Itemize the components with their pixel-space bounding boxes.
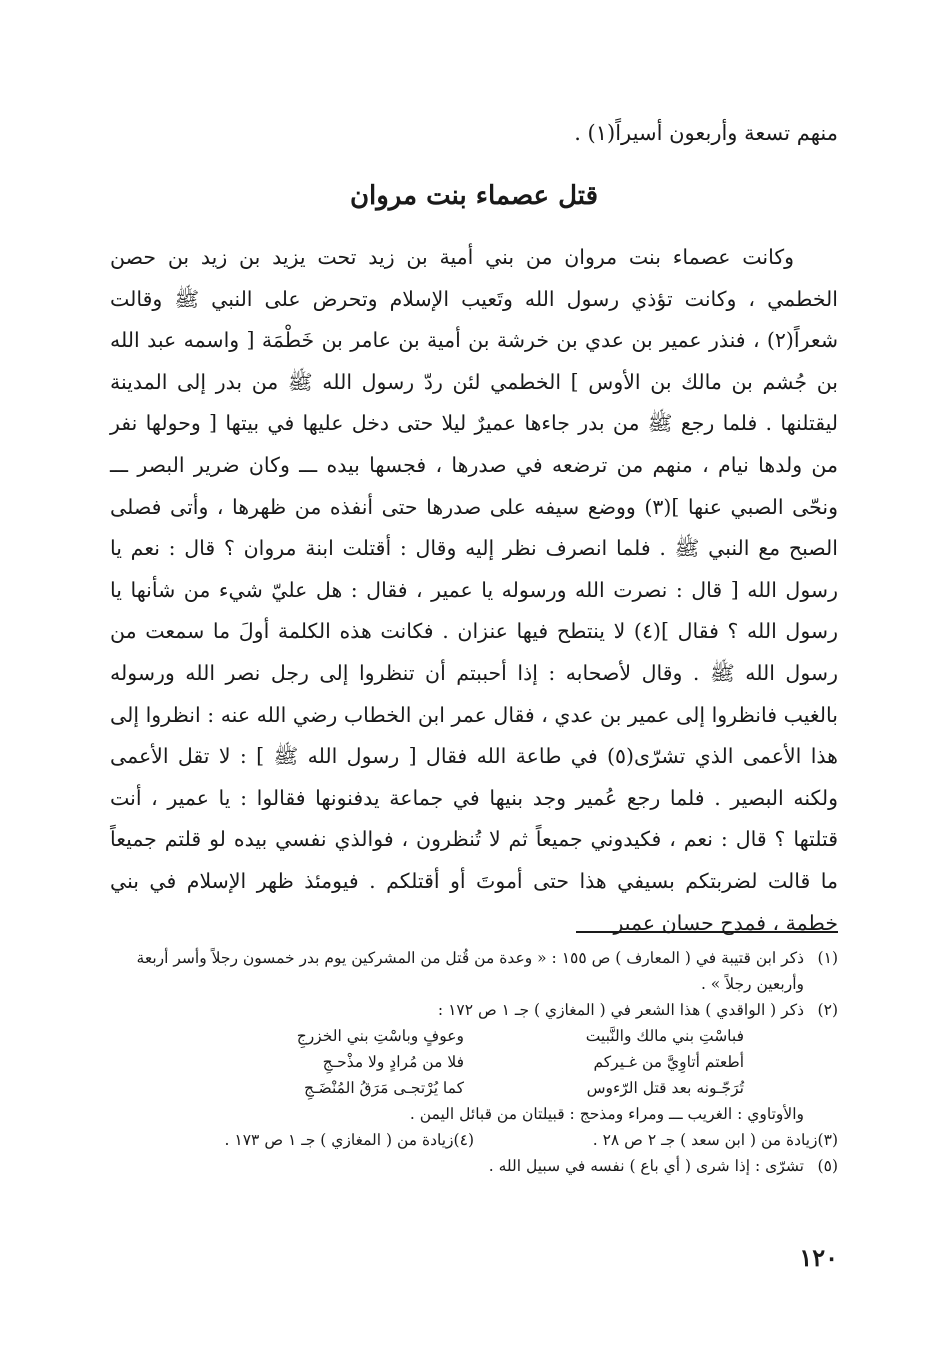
body-paragraph: وكانت عصماء بنت مروان من بني أمية بن زيد تحت يزيد بن زيد بن حصن الخطمي ، وكانت تؤذي رسول الله وتَعيب الإسلام وتحرض على النبي ﷺ وقالت شعراً(٢) ، فنذر عمير بن عدي بن خرشة بن أمية بن عامر بن خَطْمَة [ واسمه عبد الله بن جُشم بن مالك بن الأوس ] الخطمي لئن ردّ رسول الله ﷺ من بدر إلى المدينة ليقتلنها . فلما رجع ﷺ من بدر جاءها عميرٌ ليلا حتى دخل عليها في بيتها [ وحولها نفر من ولدها نيام ، منهم من ترضعه في صدرها ، فجسها بيده ـــ وكان ضرير البصر ـــ ونحّى الصبي عنها ](٣) ووضع سيفه على صدرها حتى أنفذه من ظهرها ، وأتى فصلى الصبح مع النبي ﷺ . فلما انصرف نظر إليه وقال : أقتلت ابنة مروان ؟ قال : نعم يا رسول الله [ قال : نصرت الله ورسوله يا عمير ، فقال : هل عليّ شيء من شأنها يا رسول الله ؟ فقال ](٤) لا ينتطح فيها عنزان . فكانت هذه الكلمة أولَ ما سمعت من رسول الله ﷺ . وقال لأصحابه : إذا أحببتم أن تنظروا إلى رجل نصر الله ورسوله بالغيب فانظروا إلى عمير بن عدي ، فقال عمر ابن الخطاب رضي الله عنه : انظروا إلى هذا الأعمى الذي تشرّى(٥) في طاعة الله فقال [ رسول الله ﷺ ] : لا تقل الأعمى ولكنه البصير . فلما رجع عُمير وجد بنيها في جماعة يدفنونها فقالوا : يا عمير ، أنت قتلتها ؟ قال : نعم ، فكيدوني جميعاً ثم لا تُنظرون ، فوالذي نفسي بيده لو قلتم جميعاً ما قالت لضربتكم بسيفي هذا حتى أموتَ أو أقتلكم . فيومئذ ظهر الإسلام في بني خطمة ، فمدح حسان عمير <box>110 245 839 935</box>
footnote-number: (١) <box>817 949 838 967</box>
poem-hemistich: وعوفٍ وباسْتِ بني الخزرجِ <box>296 1027 464 1045</box>
footnote-separator <box>576 931 838 933</box>
poem-hemistich: تُرَجّـونه بعد قتل الرّءوس <box>586 1079 744 1097</box>
footnote-text: زيادة من ( المغازي ) جـ ١ ص ١٧٣ . <box>224 1131 454 1149</box>
poem-line <box>110 1049 744 1075</box>
poem <box>110 1023 804 1101</box>
poem-hemistich: فباسْتِ بني مالك والنَّبيت <box>585 1027 744 1045</box>
footnote-text: ذكر ابن قتيبة في ( المعارف ) ص ١٥٥ : « وعدة من قُتل من المشركين يوم بدر خمسون رجلاً وأسر أربعة وأربعين رجلاً » . <box>136 949 804 993</box>
poem-hemistich: كما يُرْتجـى مَرَقُ المُنْضَـجِ <box>303 1079 464 1097</box>
footnote-2 <box>110 997 838 1023</box>
poem-line <box>110 1075 744 1101</box>
footnote-text: ذكر ( الواقدي ) هذا الشعر في ( المغازي ) جـ ١ ص ١٧٢ : <box>437 1001 804 1019</box>
footnote-number: (٢) <box>817 1001 838 1019</box>
poem-hemistich: أطعتم أتاوِيَّ من غـيركم <box>593 1053 744 1071</box>
footnote-3 <box>474 1127 838 1153</box>
footnote-4 <box>110 1127 474 1153</box>
main-text <box>110 237 838 944</box>
footnote-number: (٣) <box>817 1131 838 1149</box>
page-number: ١٢٠ <box>799 1243 838 1272</box>
footnote-text: تشرّى : إذا شرى ( أي باع ) نفسه في سبيل الله . <box>488 1157 804 1175</box>
footnote-2-gloss <box>110 1101 838 1127</box>
footnote-number: (٤) <box>453 1131 474 1149</box>
poem-hemistich: فلا من مُرادٍ ولا مذْحـجِ <box>322 1053 464 1071</box>
footnote-text: زيادة من ( ابن سعد ) جـ ٢ ص ٢٨ . <box>592 1131 818 1149</box>
section-title: قتل عصماء بنت مروان <box>349 181 599 211</box>
footnotes <box>110 945 838 1179</box>
footnote-1 <box>110 945 838 997</box>
footnote-5 <box>110 1153 838 1179</box>
footnote-number: (٥) <box>817 1157 838 1175</box>
footnotes-3-4 <box>110 1127 838 1153</box>
carry-over-line: منهم تسعة وأربعون أسيراً(١) . <box>574 121 838 145</box>
footnote-text: والأوتاوي : الغريب ـــ ومراء ومذحج : قبيلتان من قبائل اليمن . <box>409 1105 804 1123</box>
poem-line <box>110 1023 744 1049</box>
